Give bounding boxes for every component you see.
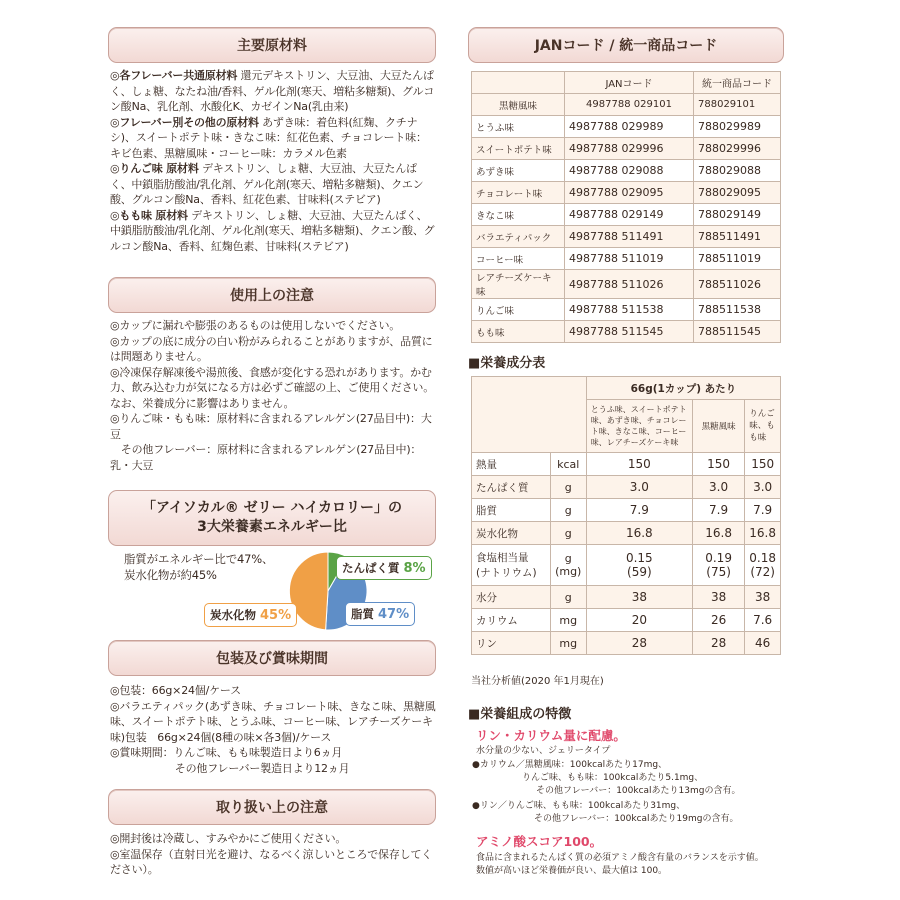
nutrient-value-cell (692, 522, 744, 545)
jan-table-row (472, 138, 781, 160)
features-title: ■栄養組成の特徴 (468, 707, 572, 722)
nutrition-cell-text: g (564, 552, 572, 565)
nutrient-value-cell (586, 609, 692, 632)
nutrition-cell-text: 7.9 (753, 503, 773, 517)
energy-ratio-note: 脂質がエネルギー比で47%、 炭水化物が約45% (124, 552, 274, 582)
jan-code-cell: 4987788 511538 (565, 299, 694, 321)
nutrition-cell-text: 38 (631, 590, 647, 604)
nutrient-value-cell (745, 632, 781, 655)
nutrition-cell-text: 0.18 (749, 551, 776, 565)
nutrient-value-cell (586, 632, 692, 655)
nutrient-unit-cell (550, 453, 586, 476)
nutrition-subheader-row: とうふ味、スイートポテト味、あずき味、チョコレート味、きなこ味、コーヒー味、レアチーズケーキ味 黒糖風味 りんご味、もも味 (472, 400, 781, 453)
fat-label-box: 脂質 47% (345, 602, 415, 626)
nutrition-cell-text: 3.0 (709, 480, 729, 494)
package-header: 包装及び賞味期間 (108, 640, 436, 676)
nutrient-value-cell (745, 586, 781, 609)
nutrient-name-cell (472, 586, 551, 609)
product-code-cell: 788511491 (694, 226, 781, 248)
nutrition-cell-text: 38 (755, 590, 771, 604)
nutrient-value-cell (586, 476, 692, 499)
nutrition-cell-text: 150 (627, 457, 651, 471)
nutrient-unit-cell (550, 586, 586, 609)
nutrition-cell-text: (mg) (555, 565, 582, 578)
nutrition-cell-text: 食塩相当量 (476, 552, 529, 564)
nutrient-value-cell (692, 632, 744, 655)
nutrition-cell-text: 水分 (476, 591, 497, 604)
nutrition-row (472, 453, 781, 476)
nutrient-value-cell (745, 609, 781, 632)
jan-table-row (472, 226, 781, 248)
feature-phosphorus: ●リン／りんご味、もも味：100kcalあたり31mg、 その他フレーバー：100kcalあたり19mgの含有。 (472, 801, 739, 824)
nutrient-unit-cell (550, 522, 586, 545)
nutrition-cell-text: (72) (750, 565, 775, 579)
feature-headline-amino: アミノ酸スコア100。 (476, 834, 603, 849)
product-code-cell: 788029989 (694, 116, 781, 138)
nutrition-cell-text: (75) (706, 565, 731, 579)
feature-sub: 水分量の少ない、ジェリータイプ (476, 746, 611, 756)
jan-table-row (472, 160, 781, 182)
nutrient-value-cell (586, 545, 692, 586)
nutrition-cell-text: (ナトリウム) (476, 567, 537, 579)
nutrition-cell-text: 150 (751, 457, 775, 471)
nutrient-value-cell (586, 453, 692, 476)
nutrient-name-cell (472, 545, 551, 586)
jan-header: JANコード / 統一商品コード (468, 27, 784, 63)
jan-code-cell: 4987788 029996 (565, 138, 694, 160)
flavor-name-cell: レアチーズケーキ味 (472, 270, 565, 299)
jan-table-row (472, 204, 781, 226)
nutrient-value-cell (692, 586, 744, 609)
nutrient-value-cell (586, 499, 692, 522)
nutrition-cell-text: 7.9 (629, 503, 649, 517)
jan-code-cell: 4987788 511019 (565, 248, 694, 270)
product-code-cell: 788029996 (694, 138, 781, 160)
jan-table-row (472, 321, 781, 343)
nutrition-cell-text: 3.0 (753, 480, 773, 494)
nutrient-name-cell (472, 499, 551, 522)
nutrition-cell-text: 28 (710, 636, 727, 650)
nutrient-value-cell (745, 499, 781, 522)
nutrition-cell-text: mg (559, 613, 578, 627)
nutrition-row (472, 545, 781, 586)
nutrition-cell-text: g (564, 503, 572, 517)
product-code-cell: 788029088 (694, 160, 781, 182)
nutrition-cell-text: 7.9 (709, 503, 729, 517)
nutrient-value-cell (692, 453, 744, 476)
flavor-name-cell: 黒糖風味 (472, 94, 565, 116)
nutrient-value-cell (586, 586, 692, 609)
nutrition-cell-text: 28 (631, 636, 647, 650)
flavor-name-cell: スイートポテト味 (472, 138, 565, 160)
product-code-cell: 788511019 (694, 248, 781, 270)
feature-amino-desc: 食品に含まれるたんぱく質の必須アミノ酸含有量のバランスを示す値。 数値が高いほど栄養価が良い、最大値は 100。 (476, 853, 764, 876)
nutrition-cell-text: g (564, 590, 572, 604)
package-text: ◎包装：66g×24個/ケース ◎バラエティパック(あずき味、チョコレート味、きなこ味、黒糖風味、スイートポテト味、とうふ味、コーヒー味、レアチーズケーキ味)包装 66g×24個(8種の味×各3個)/ケース ◎賞味期間：りんご味、もも味製造日より6ヵ月 その他フレーバー製造日より12ヵ月 (110, 684, 436, 775)
nutrition-cell-text: 16.8 (625, 526, 653, 540)
nutrition-cell-text: たんぱく質 (476, 481, 529, 494)
jan-table-row (472, 270, 781, 299)
nutrition-cell-text: 16.8 (705, 526, 732, 540)
carb-label-box: 炭水化物 45% (204, 603, 297, 627)
nutrient-unit-cell (550, 632, 586, 655)
jan-table-row (472, 116, 781, 138)
nutrient-name-cell (472, 632, 551, 655)
nutrition-table (471, 376, 781, 655)
flavor-name-cell: バラエティパック (472, 226, 565, 248)
nutrition-cell-text: (59) (627, 565, 652, 579)
jan-table-header-row: JANコード 統一商品コード (472, 72, 781, 94)
jan-table-row (472, 182, 781, 204)
nutrient-value-cell (745, 522, 781, 545)
nutrition-cell-text: 脂質 (476, 504, 497, 517)
protein-label-box: たんぱく質 8% (336, 556, 432, 580)
flavor-name-cell: チョコレート味 (472, 182, 565, 204)
flavor-name-cell: りんご味 (472, 299, 565, 321)
nutrient-name-cell (472, 609, 551, 632)
nutrition-cell-text: 0.15 (625, 551, 653, 565)
nutrition-cell-text: 3.0 (629, 480, 649, 494)
nutrient-value-cell (692, 476, 744, 499)
product-code-cell: 788029101 (694, 94, 781, 116)
nutrient-value-cell (692, 609, 744, 632)
product-code-cell: 788511026 (694, 270, 781, 299)
jan-table-row (472, 299, 781, 321)
nutrition-cell-text: 46 (755, 636, 771, 650)
nutrition-cell-text: g (564, 526, 572, 540)
nutrition-row (472, 476, 781, 499)
handling-header: 取り扱い上の注意 (108, 789, 436, 825)
nutrient-unit-cell (550, 476, 586, 499)
flavor-name-cell: あずき味 (472, 160, 565, 182)
usage-header: 使用上の注意 (108, 277, 436, 313)
nutrition-row (472, 609, 781, 632)
jan-code-cell: 4987788 029095 (565, 182, 694, 204)
nutrient-unit-cell (550, 609, 586, 632)
nutrition-cell-text: カリウム (476, 614, 518, 627)
nutrition-cell-text: 38 (710, 590, 727, 604)
nutrition-cell-text: 熱量 (476, 458, 497, 471)
jan-table-row (472, 248, 781, 270)
nutrition-row (472, 499, 781, 522)
nutrition-row (472, 586, 781, 609)
nutrient-value-cell (692, 545, 744, 586)
nutrition-cell-text: mg (559, 636, 578, 650)
nutrition-row (472, 522, 781, 545)
nutrition-cell-text: 20 (631, 613, 647, 627)
nutrient-name-cell (472, 476, 551, 499)
flavor-name-cell: もも味 (472, 321, 565, 343)
product-code-cell: 788511538 (694, 299, 781, 321)
flavor-name-cell: コーヒー味 (472, 248, 565, 270)
nutrition-cell-text: kcal (557, 457, 580, 471)
nutrition-footnote: 当社分析値(2020 年1月現在) (471, 676, 604, 687)
nutrition-cell-text: 炭水化物 (476, 527, 518, 540)
jan-table (471, 71, 781, 343)
nutrient-value-cell (745, 545, 781, 586)
nutrient-value-cell (586, 522, 692, 545)
product-code-cell: 788029095 (694, 182, 781, 204)
product-code-cell: 788511545 (694, 321, 781, 343)
nutrition-cell-text: 7.6 (753, 613, 773, 627)
jan-code-cell: 4987788 511026 (565, 270, 694, 299)
nutrient-name-cell (472, 522, 551, 545)
jan-code-cell: 4987788 029989 (565, 116, 694, 138)
handling-text: ◎開封後は冷蔵し、すみやかにご使用ください。 ◎室温保存（直射日光を避け、なるべく涼しいところで保存してください）。 (110, 832, 433, 876)
flavor-name-cell: とうふ味 (472, 116, 565, 138)
nutrition-title: ■栄養成分表 (468, 356, 546, 371)
nutrition-cell-text: 0.19 (705, 551, 732, 565)
jan-code-cell: 4987788 029088 (565, 160, 694, 182)
nutrition-row (472, 632, 781, 655)
ingredients-header: 主要原材料 (108, 27, 436, 63)
nutrition-header-row: 66g(1カップ) あたり (472, 377, 781, 400)
nutrient-value-cell (745, 476, 781, 499)
jan-code-cell: 4987788 511545 (565, 321, 694, 343)
ingredients-text: ◎各フレーバー共通原材料 還元デキストリン、大豆油、大豆たんぱく、しょ糖、なたね油/香料、ゲル化剤(寒天、増粘多糖類)、グルコン酸Na、乳化剤、水酸化K、カゼインNa(乳由来) ◎フレーバー別その他の原材料 あずき味：着色料(紅麹、クチナシ)、スイートポテト味・きなこ味：紅花色素、チョコレート味：キビ色素、黒糖風味・コーヒー味：カラメル色素 ◎りんご味 原材料 デキストリン、しょ糖、大豆油、大豆たんぱく、中鎖脂肪酸油/乳化剤、ゲル化剤(寒天、増粘多糖類)、クエン酸、グルコン酸Na、香料、紅花色素、甘味料(ステビア) ◎もも味 原材料 デキストリン、しょ糖、大豆油、大豆たんぱく、中鎖脂肪酸油/乳化剤、ゲル化剤(寒天、増粘多糖類)、クエン酸、グルコン酸Na、香料、紅麹色素、甘味料(ステビア) (110, 69, 435, 253)
nutrient-name-cell (472, 453, 551, 476)
nutrient-value-cell (745, 453, 781, 476)
jan-code-cell: 4987788 029101 (565, 94, 694, 116)
nutrition-cell-text: リン (476, 637, 497, 650)
nutrient-value-cell (692, 499, 744, 522)
nutrition-cell-text: g (564, 480, 572, 494)
jan-code-cell: 4987788 029149 (565, 204, 694, 226)
product-code-cell: 788029149 (694, 204, 781, 226)
jan-table-row (472, 94, 781, 116)
nutrient-unit-cell (550, 499, 586, 522)
jan-code-cell: 4987788 511491 (565, 226, 694, 248)
energy-ratio-header: 「アイソカル® ゼリー ハイカロリー」の 3大栄養素エネルギー比 (108, 490, 436, 546)
usage-text: ◎カップに漏れや膨張のあるものは使用しないでください。 ◎カップの底に成分の白い粉がみられることがありますが、品質には問題ありません。 ◎冷凍保存解凍後や湯煎後、食感が変化する恐れがあります。かむ力、飲み込む力が気になる方は必ずご確認の上、ご使用ください。なお、栄養成分に影響はありません。 ◎りんご味・もも味：原材料に含まれるアレルゲン(27品目中)：大豆 その他フレーバー：原材料に含まれるアレルゲン(27品目中)：乳・大豆 (110, 319, 434, 472)
nutrient-unit-cell (550, 545, 586, 586)
nutrition-cell-text: 150 (707, 457, 731, 471)
nutrition-cell-text: 16.8 (749, 526, 776, 540)
flavor-name-cell: きなこ味 (472, 204, 565, 226)
feature-headline-phosphorus: リン・カリウム量に配慮。 (476, 728, 626, 743)
feature-potassium: ●カリウム／黒糖風味：100kcalあたり17mg、 りんご味、もも味：100kcalあたり5.1mg、 その他フレーバー：100kcalあたり13mgの含有。 (472, 760, 741, 796)
nutrition-cell-text: 26 (710, 613, 727, 627)
